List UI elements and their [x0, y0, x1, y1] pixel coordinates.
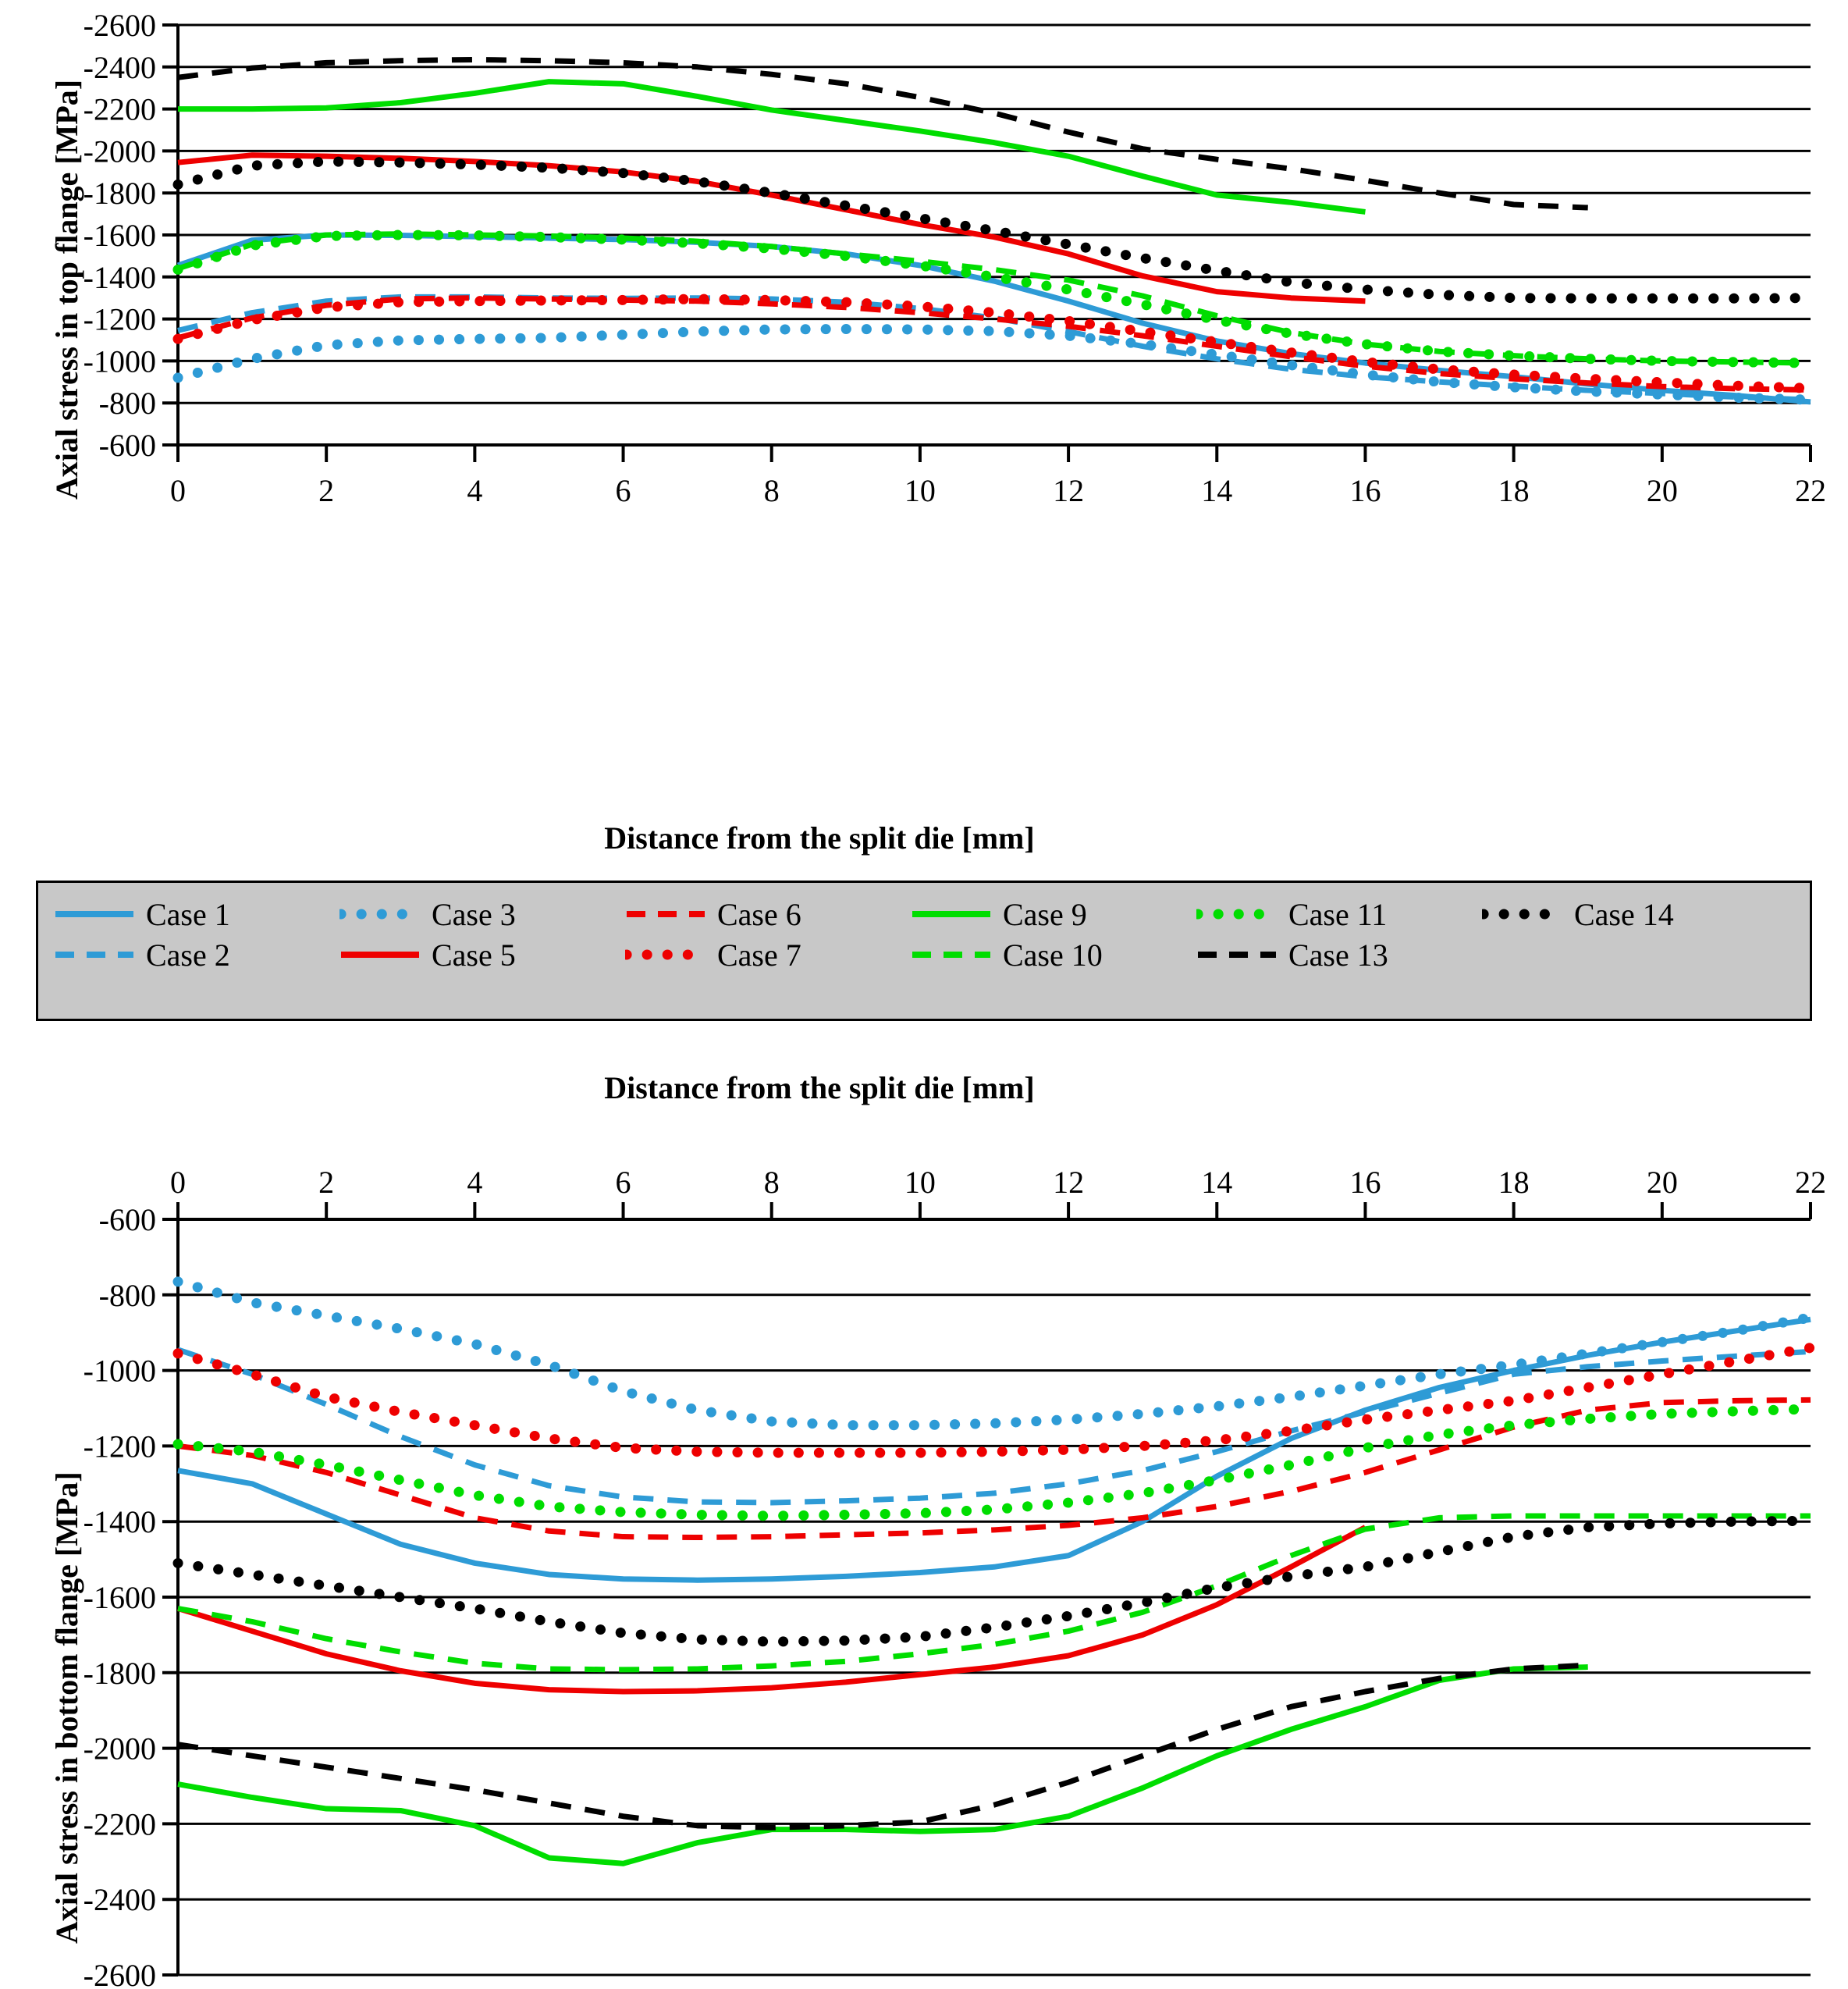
legend-item — [339, 894, 625, 934]
x-tick-label: 2 — [318, 1165, 335, 1200]
series-line — [178, 1665, 1588, 1827]
x-tick-label: 4 — [467, 1165, 483, 1200]
legend-line-sample-icon — [625, 947, 706, 962]
y-tick-label: -1400 — [83, 1504, 156, 1540]
legend-item — [1196, 894, 1482, 934]
legend-line-sample-icon — [339, 906, 421, 922]
legend-label: Case 1 — [146, 896, 230, 932]
y-tick-label: -1200 — [83, 301, 156, 337]
legend-line-sample-icon — [1482, 906, 1563, 922]
top-flange-chart — [0, 0, 1848, 562]
legend-item — [1482, 894, 1768, 934]
legend-label: Case 14 — [1574, 896, 1674, 932]
x-tick-label: 2 — [318, 473, 335, 508]
y-tick-label: -800 — [98, 386, 156, 422]
legend-item — [54, 894, 339, 934]
legend-item — [625, 934, 911, 975]
y-tick-label: -1000 — [83, 1353, 156, 1389]
legend-item — [54, 934, 339, 975]
x-tick-label: 8 — [763, 1165, 780, 1200]
x-tick-label: 22 — [1795, 1165, 1826, 1200]
y-tick-label: -2000 — [83, 133, 156, 169]
x-tick-label: 14 — [1201, 1165, 1233, 1200]
x-tick-label: 4 — [467, 473, 483, 508]
series-line — [178, 59, 1588, 208]
legend-label: Case 10 — [1003, 937, 1103, 973]
legend-line-sample-icon — [54, 947, 135, 962]
x-tick-label: 20 — [1646, 1165, 1678, 1200]
legend-item — [911, 894, 1196, 934]
y-tick-label: -600 — [98, 428, 156, 463]
legend-line-sample-icon — [911, 906, 992, 922]
y-tick-label: -1600 — [83, 218, 156, 253]
y-tick-label: -2200 — [83, 1806, 156, 1842]
x-tick-label: 14 — [1201, 473, 1233, 508]
series-line — [178, 1521, 1811, 1642]
y-tick-label: -1800 — [83, 1655, 156, 1691]
y-tick-label: -1200 — [83, 1429, 156, 1464]
legend — [36, 881, 1812, 1021]
y-tick-label: -1000 — [83, 343, 156, 379]
legend-row-1 — [54, 894, 1794, 934]
legend-label: Case 11 — [1288, 896, 1388, 932]
legend-line-sample-icon — [54, 906, 135, 922]
legend-label: Case 3 — [432, 896, 516, 932]
series-line — [178, 155, 1365, 301]
y-tick-label: -2600 — [83, 8, 156, 43]
y-tick-label: -800 — [98, 1277, 156, 1313]
legend-label: Case 9 — [1003, 896, 1087, 932]
legend-label: Case 5 — [432, 937, 516, 973]
legend-label: Case 7 — [717, 937, 801, 973]
x-tick-label: 12 — [1053, 1165, 1085, 1200]
x-tick-label: 22 — [1795, 473, 1826, 508]
top-flange-y-axis-label: Axial stress in top flange [MPa] — [49, 79, 84, 500]
y-tick-label: -1400 — [83, 259, 156, 295]
bottom-flange-chart — [0, 1116, 1848, 1989]
x-tick-label: 8 — [763, 473, 780, 508]
y-tick-label: -2400 — [83, 49, 156, 85]
legend-item — [625, 894, 911, 934]
x-tick-label: 16 — [1349, 1165, 1381, 1200]
y-tick-label: -2200 — [83, 91, 156, 127]
x-tick-label: 0 — [170, 1165, 186, 1200]
x-tick-label: 10 — [904, 1165, 936, 1200]
x-tick-label: 18 — [1498, 473, 1530, 508]
top-flange-plot — [0, 0, 1848, 562]
bottom-flange-y-axis-label: Axial stress in bottom flange [MPa] — [49, 1471, 84, 1944]
legend-item — [339, 934, 625, 975]
x-tick-label: 0 — [170, 473, 186, 508]
series-line — [178, 329, 1811, 400]
legend-item — [911, 934, 1196, 975]
series-line — [178, 1282, 1811, 1425]
y-tick-label: -1600 — [83, 1580, 156, 1615]
series-line — [178, 299, 1811, 388]
series-line — [178, 1348, 1811, 1454]
legend-label: Case 2 — [146, 937, 230, 973]
legend-line-sample-icon — [911, 947, 992, 962]
bottom-flange-plot — [0, 1116, 1848, 1989]
x-tick-label: 10 — [904, 473, 936, 508]
series-line — [178, 1516, 1811, 1670]
x-tick-label: 18 — [1498, 1165, 1530, 1200]
legend-line-sample-icon — [339, 947, 421, 962]
y-tick-label: -2600 — [83, 1958, 156, 1989]
legend-label: Case 6 — [717, 896, 801, 932]
y-tick-label: -1800 — [83, 176, 156, 212]
legend-row-2 — [54, 934, 1794, 975]
x-tick-label: 6 — [615, 473, 631, 508]
legend-line-sample-icon — [625, 906, 706, 922]
series-line — [178, 298, 1811, 390]
x-tick-label: 12 — [1053, 473, 1085, 508]
legend-item — [1196, 934, 1482, 975]
bottom-flange-x-axis-label: Distance from the split die [mm] — [604, 1070, 1035, 1105]
y-tick-label: -600 — [98, 1202, 156, 1237]
top-flange-x-axis-label: Distance from the split die [mm] — [604, 820, 1035, 856]
x-tick-label: 6 — [615, 1165, 631, 1200]
legend-line-sample-icon — [1196, 947, 1278, 962]
series-line — [178, 1667, 1588, 1864]
legend-line-sample-icon — [1196, 906, 1278, 922]
x-tick-label: 16 — [1349, 473, 1381, 508]
x-tick-label: 20 — [1646, 473, 1678, 508]
y-tick-label: -2000 — [83, 1731, 156, 1767]
y-tick-label: -2400 — [83, 1882, 156, 1918]
legend-label: Case 13 — [1288, 937, 1388, 973]
